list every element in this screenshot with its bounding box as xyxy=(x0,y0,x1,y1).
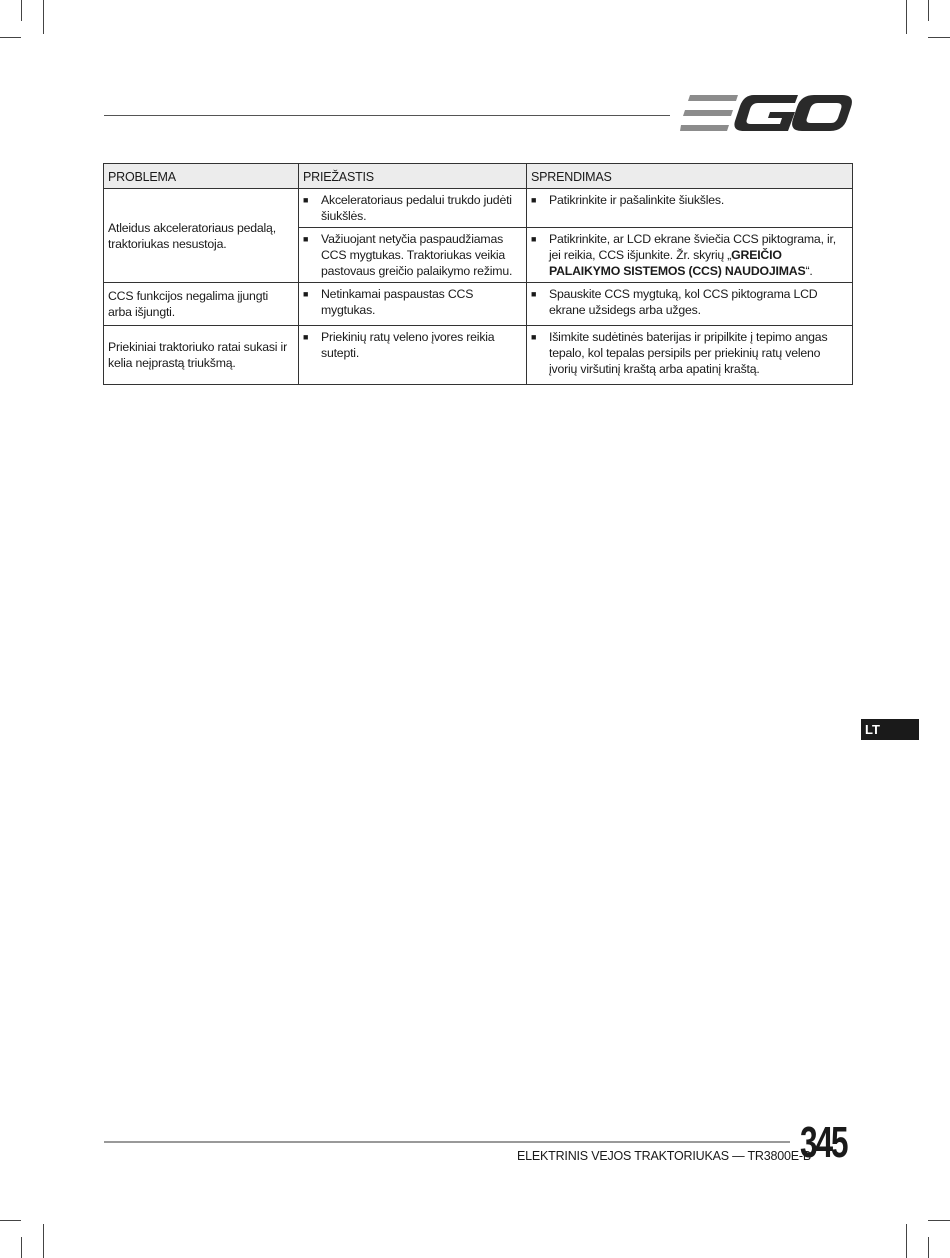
cause-text: Akceleratoriaus pedalui trukdo judėti šiukšlės. xyxy=(321,193,512,223)
table-row xyxy=(104,283,853,326)
table-row xyxy=(104,326,853,385)
language-tab: LT xyxy=(861,719,919,740)
troubleshooting-table xyxy=(103,163,853,385)
page-number: 345 xyxy=(800,1118,847,1167)
crop-mark xyxy=(21,0,22,21)
bullet-icon: ■ xyxy=(531,289,537,299)
cause-cell xyxy=(299,326,527,385)
cause-cell xyxy=(299,283,527,326)
solution-cell xyxy=(527,189,853,228)
crop-mark xyxy=(928,37,950,38)
solution-text-start: Patikrinkite, ar LCD ekrane šviečia CCS piktograma, ir, jei reikia, CCS išjunkite. Žr. skyrių „ xyxy=(549,232,836,262)
problem-cell: CCS funkcijos negalima įjungti arba išjungti. xyxy=(104,283,299,326)
table-header-row xyxy=(104,164,853,189)
crop-mark xyxy=(928,1237,929,1258)
section-reference: GREIČIO PALAIKYMO SISTEMOS (CCS) NAUDOJIMAS xyxy=(549,248,806,278)
bullet-icon: ■ xyxy=(303,195,309,205)
crop-mark xyxy=(0,1220,21,1221)
solution-text: Patikrinkite ir pašalinkite šiukšles. xyxy=(549,193,725,207)
bullet-icon: ■ xyxy=(531,195,537,205)
cause-text: Netinkamai paspaustas CCS mygtukas. xyxy=(321,287,474,317)
cause-text: Priekinių ratų veleno įvores reikia sutepti. xyxy=(321,330,495,360)
cause-text: Važiuojant netyčia paspaudžiamas CCS mygtukas. Traktoriukas veikia pastovaus greičio palaikymo režimu. xyxy=(321,232,513,278)
crop-mark xyxy=(43,1224,44,1258)
crop-mark xyxy=(0,37,21,38)
ego-logo xyxy=(680,95,852,133)
table-row xyxy=(104,189,853,228)
bullet-icon: ■ xyxy=(303,332,309,342)
solution-text: Spauskite CCS mygtuką, kol CCS piktograma LCD ekrane užsidegs arba užges. xyxy=(549,287,818,317)
cause-cell xyxy=(299,189,527,228)
problem-cell: Priekiniai traktoriuko ratai sukasi ir kelia neįprastą triukšmą. xyxy=(104,326,299,385)
crop-mark xyxy=(906,1224,907,1258)
crop-mark xyxy=(43,0,44,34)
header-rule xyxy=(104,115,670,116)
solution-text-end: “. xyxy=(805,264,813,278)
bullet-icon: ■ xyxy=(303,234,309,244)
solution-text xyxy=(549,231,848,279)
bullet-icon: ■ xyxy=(303,289,309,299)
solution-cell xyxy=(527,283,853,326)
solution-text: Išimkite sudėtinės baterijas ir pripilkite į tepimo angas tepalo, kol tepalas persipils per priekinių ratų veleno įvorių viršutinį kraštą arba apatinį kraštą. xyxy=(549,330,828,376)
column-header-problem: PROBLEMA xyxy=(104,164,299,189)
column-header-cause: PRIEŽASTIS xyxy=(299,164,527,189)
footer-rule xyxy=(104,1141,790,1143)
bullet-icon: ■ xyxy=(531,234,537,244)
crop-mark xyxy=(928,1220,950,1221)
crop-mark xyxy=(928,0,929,21)
cause-cell xyxy=(299,228,527,283)
footer-title: ELEKTRINIS VEJOS TRAKTORIUKAS — TR3800E-B xyxy=(517,1149,811,1163)
crop-mark xyxy=(906,0,907,34)
solution-cell xyxy=(527,228,853,283)
solution-cell xyxy=(527,326,853,385)
problem-cell: Atleidus akceleratoriaus pedalą, traktoriukas nesustoja. xyxy=(104,189,299,283)
column-header-solution: SPRENDIMAS xyxy=(527,164,853,189)
crop-mark xyxy=(21,1237,22,1258)
bullet-icon: ■ xyxy=(531,332,537,342)
